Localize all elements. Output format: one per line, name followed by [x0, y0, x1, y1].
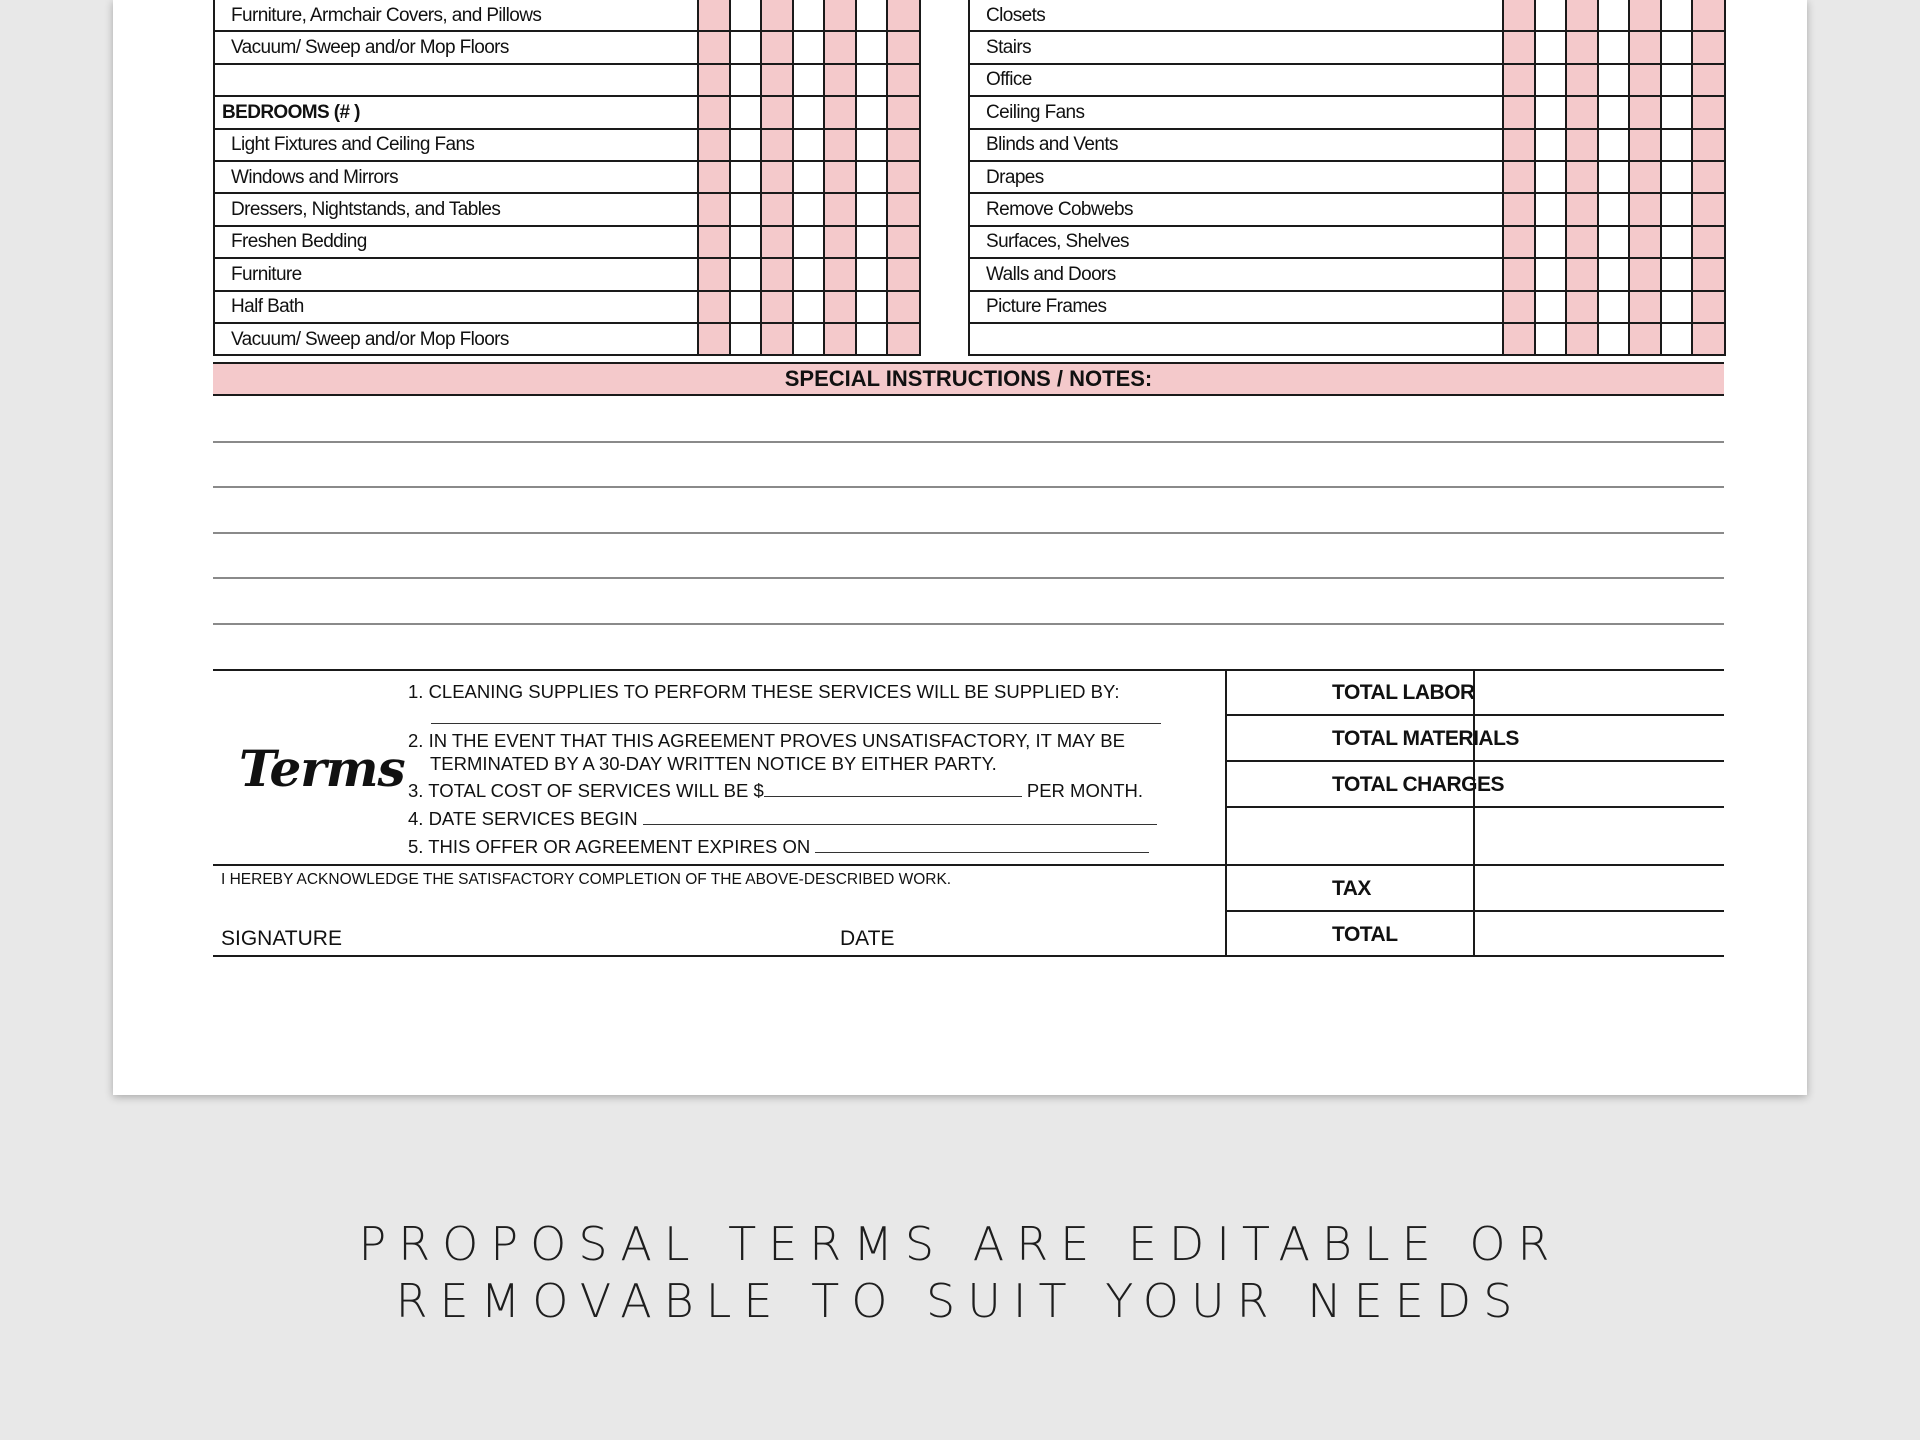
expires-on-field[interactable] — [815, 838, 1149, 853]
checkbox-cell[interactable] — [761, 193, 793, 225]
checkbox-cell[interactable] — [824, 0, 856, 31]
checkbox-cell[interactable] — [1566, 129, 1598, 161]
checkbox-cell[interactable] — [698, 64, 730, 96]
task-row — [214, 161, 920, 193]
task-label: Walls and Doors — [969, 258, 1503, 290]
checkbox-cell[interactable] — [730, 291, 761, 323]
task-row — [214, 291, 920, 323]
notes-line[interactable] — [213, 441, 1724, 443]
checkbox-cell[interactable] — [793, 64, 824, 96]
notes-line[interactable] — [213, 532, 1724, 534]
checkbox-cell[interactable] — [1661, 226, 1692, 258]
checkbox-cell[interactable] — [1661, 96, 1692, 128]
task-row — [214, 193, 920, 225]
task-label: Light Fixtures and Ceiling Fans — [214, 129, 698, 161]
caption-line-2: REMOVABLE TO SUIT YOUR NEEDS — [395, 1274, 1525, 1328]
checkbox-cell[interactable] — [1566, 323, 1598, 355]
checkbox-cell[interactable] — [1566, 193, 1598, 225]
checkbox-cell[interactable] — [1661, 31, 1692, 63]
notes-line[interactable] — [213, 623, 1724, 625]
checkbox-cell[interactable] — [1535, 258, 1566, 290]
task-label: Blinds and Vents — [969, 129, 1503, 161]
notes-line[interactable] — [213, 486, 1724, 488]
section-title: BEDROOMS (# ) — [214, 96, 698, 128]
checkbox-cell[interactable] — [887, 64, 920, 96]
checkbox-cell[interactable] — [698, 161, 730, 193]
checkbox-cell[interactable] — [793, 96, 824, 128]
checkbox-cell[interactable] — [1503, 96, 1535, 128]
checkbox-cell[interactable] — [824, 64, 856, 96]
checkbox-cell[interactable] — [887, 258, 920, 290]
checkbox-cell[interactable] — [1692, 96, 1725, 128]
total-labor-label: TOTAL LABOR — [1332, 681, 1475, 704]
checkbox-cell[interactable] — [887, 161, 920, 193]
checkbox-cell[interactable] — [1661, 258, 1692, 290]
checkbox-cell[interactable] — [887, 323, 920, 355]
notes-line[interactable] — [213, 577, 1724, 579]
term-5 — [408, 836, 1149, 858]
checkbox-cell[interactable] — [887, 0, 920, 31]
checkbox-cell[interactable] — [1566, 161, 1598, 193]
date-label: DATE — [840, 927, 895, 950]
checkbox-cell[interactable] — [856, 31, 887, 63]
checkbox-cell[interactable] — [1629, 96, 1661, 128]
checkbox-cell[interactable] — [698, 226, 730, 258]
checkbox-cell[interactable] — [1692, 0, 1725, 31]
checkbox-cell[interactable] — [1535, 323, 1566, 355]
checkbox-cell[interactable] — [887, 31, 920, 63]
checkbox-cell[interactable] — [730, 0, 761, 31]
checkbox-cell[interactable] — [1661, 193, 1692, 225]
tax-label: TAX — [1332, 877, 1371, 900]
task-row — [214, 323, 920, 355]
checkbox-cell[interactable] — [1566, 64, 1598, 96]
term-3 — [408, 780, 1143, 802]
task-label: Picture Frames — [969, 291, 1503, 323]
checkbox-cell[interactable] — [824, 96, 856, 128]
task-label: Furniture, Armchair Covers, and Pillows — [214, 0, 698, 31]
checkbox-cell[interactable] — [793, 31, 824, 63]
task-label: Surfaces, Shelves — [969, 226, 1503, 258]
checkbox-cell[interactable] — [1535, 96, 1566, 128]
checkbox-cell[interactable] — [1503, 258, 1535, 290]
checkbox-cell[interactable] — [1503, 291, 1535, 323]
checkbox-cell[interactable] — [698, 31, 730, 63]
checkbox-cell[interactable] — [793, 323, 824, 355]
checkbox-cell[interactable] — [1503, 226, 1535, 258]
checkbox-cell[interactable] — [1503, 193, 1535, 225]
checkbox-cell[interactable] — [1629, 0, 1661, 31]
divider — [213, 669, 1724, 671]
checkbox-cell[interactable] — [1503, 161, 1535, 193]
task-row — [969, 193, 1725, 225]
right-task-table — [968, 0, 1726, 356]
checkbox-cell[interactable] — [1629, 258, 1661, 290]
signature-label: SIGNATURE — [221, 927, 342, 950]
terms-section — [213, 669, 1724, 957]
checkbox-cell[interactable] — [856, 226, 887, 258]
term-2-line1: 2. IN THE EVENT THAT THIS AGREEMENT PROVES UNSATISFACTORY, IT MAY BE — [408, 730, 1125, 751]
checkbox-cell[interactable] — [730, 129, 761, 161]
divider — [1226, 760, 1724, 762]
task-label: Office — [969, 64, 1503, 96]
supplied-by-field[interactable] — [431, 709, 1161, 724]
task-label: Furniture — [214, 258, 698, 290]
checkbox-cell[interactable] — [1629, 226, 1661, 258]
checkbox-cell[interactable] — [1566, 258, 1598, 290]
checkbox-cell[interactable] — [761, 323, 793, 355]
checkbox-cell[interactable] — [856, 64, 887, 96]
checkbox-cell[interactable] — [887, 291, 920, 323]
caption-line-1: PROPOSAL TERMS ARE EDITABLE OR — [358, 1217, 1562, 1271]
checkbox-cell[interactable] — [698, 258, 730, 290]
checkbox-cell[interactable] — [1598, 323, 1629, 355]
checkbox-cell[interactable] — [1503, 323, 1535, 355]
checkbox-cell[interactable] — [1535, 31, 1566, 63]
task-label: Vacuum/ Sweep and/or Mop Floors — [214, 323, 698, 355]
checkbox-cell[interactable] — [1629, 64, 1661, 96]
task-row — [969, 31, 1725, 63]
checkbox-cell[interactable] — [887, 96, 920, 128]
task-row — [969, 258, 1725, 290]
checkbox-cell[interactable] — [1598, 291, 1629, 323]
checkbox-cell[interactable] — [1598, 226, 1629, 258]
checkbox-cell[interactable] — [856, 129, 887, 161]
checkbox-cell[interactable] — [730, 193, 761, 225]
task-label: Dressers, Nightstands, and Tables — [214, 193, 698, 225]
task-row — [969, 161, 1725, 193]
checkbox-cell[interactable] — [730, 161, 761, 193]
checkbox-cell[interactable] — [1598, 0, 1629, 31]
acknowledgement-text: I HEREBY ACKNOWLEDGE THE SATISFACTORY COMPLETION OF THE ABOVE-DESCRIBED WORK. — [221, 871, 952, 888]
divider — [1226, 714, 1724, 716]
task-label: Closets — [969, 0, 1503, 31]
task-label: Windows and Mirrors — [214, 161, 698, 193]
checkbox-cell[interactable] — [1535, 64, 1566, 96]
checkbox-cell[interactable] — [856, 0, 887, 31]
checkbox-cell[interactable] — [1598, 64, 1629, 96]
special-instructions-header: SPECIAL INSTRUCTIONS / NOTES: — [213, 362, 1724, 396]
term-1: 1. CLEANING SUPPLIES TO PERFORM THESE SERVICES WILL BE SUPPLIED BY: — [408, 681, 1120, 702]
section-row — [214, 96, 920, 128]
checkbox-cell[interactable] — [1535, 0, 1566, 31]
checkbox-cell[interactable] — [761, 258, 793, 290]
checkbox-cell[interactable] — [856, 323, 887, 355]
checkbox-cell[interactable] — [761, 96, 793, 128]
divider — [1473, 669, 1475, 957]
checkbox-cell[interactable] — [698, 129, 730, 161]
checkbox-cell[interactable] — [1598, 96, 1629, 128]
checkbox-cell[interactable] — [1503, 64, 1535, 96]
task-row — [969, 0, 1725, 31]
checkbox-cell[interactable] — [856, 291, 887, 323]
checkbox-cell[interactable] — [761, 0, 793, 31]
checkbox-cell[interactable] — [1535, 129, 1566, 161]
checkbox-cell[interactable] — [1629, 291, 1661, 323]
term-5-label: 5. THIS OFFER OR AGREEMENT EXPIRES ON — [408, 836, 811, 857]
checkbox-cell[interactable] — [1661, 323, 1692, 355]
task-label: Stairs — [969, 31, 1503, 63]
checkbox-cell[interactable] — [856, 96, 887, 128]
checkbox-cell[interactable] — [793, 226, 824, 258]
checkbox-cell[interactable] — [1598, 161, 1629, 193]
checkbox-cell[interactable] — [793, 161, 824, 193]
checkbox-cell[interactable] — [1503, 0, 1535, 31]
task-row — [969, 323, 1725, 355]
checkbox-cell[interactable] — [1629, 31, 1661, 63]
checkbox-cell[interactable] — [698, 96, 730, 128]
checkbox-cell[interactable] — [1566, 0, 1598, 31]
checkbox-cell[interactable] — [761, 161, 793, 193]
checkbox-cell[interactable] — [824, 323, 856, 355]
checkbox-cell[interactable] — [1692, 258, 1725, 290]
checkbox-cell[interactable] — [698, 323, 730, 355]
checkbox-cell[interactable] — [730, 258, 761, 290]
checkbox-cell[interactable] — [824, 226, 856, 258]
total-charges-label: TOTAL CHARGES — [1332, 773, 1505, 796]
task-label: Vacuum/ Sweep and/or Mop Floors — [214, 31, 698, 63]
checkbox-cell[interactable] — [824, 258, 856, 290]
checkbox-cell[interactable] — [1692, 161, 1725, 193]
checkbox-cell[interactable] — [698, 291, 730, 323]
checkbox-cell[interactable] — [1629, 193, 1661, 225]
checkbox-cell[interactable] — [1629, 161, 1661, 193]
checkbox-cell[interactable] — [887, 226, 920, 258]
checkbox-cell[interactable] — [1692, 291, 1725, 323]
checkbox-cell[interactable] — [1661, 64, 1692, 96]
checkbox-cell[interactable] — [887, 129, 920, 161]
checkbox-cell[interactable] — [1692, 323, 1725, 355]
checkbox-cell[interactable] — [824, 291, 856, 323]
task-row — [969, 129, 1725, 161]
checkbox-cell[interactable] — [1535, 226, 1566, 258]
total-cost-field[interactable] — [764, 782, 1022, 797]
checkbox-cell[interactable] — [856, 161, 887, 193]
divider — [213, 864, 1724, 866]
checkbox-cell[interactable] — [1692, 64, 1725, 96]
checkbox-cell[interactable] — [824, 161, 856, 193]
task-row — [969, 96, 1725, 128]
checkbox-cell[interactable] — [793, 291, 824, 323]
checkbox-cell[interactable] — [1535, 161, 1566, 193]
checkbox-cell[interactable] — [856, 193, 887, 225]
checkbox-cell[interactable] — [1566, 31, 1598, 63]
checkbox-cell[interactable] — [730, 64, 761, 96]
task-row — [214, 0, 920, 31]
task-label: Remove Cobwebs — [969, 193, 1503, 225]
checkbox-cell[interactable] — [1566, 291, 1598, 323]
task-label: Ceiling Fans — [969, 96, 1503, 128]
checkbox-cell[interactable] — [730, 31, 761, 63]
checkbox-cell[interactable] — [1661, 161, 1692, 193]
task-row — [214, 129, 920, 161]
checkbox-cell[interactable] — [1535, 193, 1566, 225]
checkbox-cell[interactable] — [824, 129, 856, 161]
task-label: Freshen Bedding — [214, 226, 698, 258]
checkbox-cell[interactable] — [1598, 258, 1629, 290]
checkbox-cell[interactable] — [761, 291, 793, 323]
task-row — [214, 226, 920, 258]
form-sheet — [113, 0, 1807, 1095]
checkbox-cell[interactable] — [761, 226, 793, 258]
checkbox-cell[interactable] — [761, 31, 793, 63]
checkbox-cell[interactable] — [1661, 291, 1692, 323]
checkbox-cell[interactable] — [824, 193, 856, 225]
checkbox-cell[interactable] — [1598, 129, 1629, 161]
checkbox-cell[interactable] — [761, 64, 793, 96]
checkbox-cell[interactable] — [1535, 291, 1566, 323]
checkbox-cell[interactable] — [793, 129, 824, 161]
divider — [1226, 806, 1724, 808]
checkbox-cell[interactable] — [1661, 0, 1692, 31]
checkbox-cell[interactable] — [1692, 193, 1725, 225]
divider — [213, 955, 1724, 957]
divider — [1226, 910, 1724, 912]
terms-heading: Terms — [239, 739, 405, 798]
task-label — [969, 323, 1503, 355]
task-row — [969, 291, 1725, 323]
total-materials-label: TOTAL MATERIALS — [1332, 727, 1519, 750]
divider — [1225, 669, 1227, 957]
checkbox-cell[interactable] — [1629, 129, 1661, 161]
checkbox-cell[interactable] — [1692, 226, 1725, 258]
checkbox-cell[interactable] — [1692, 31, 1725, 63]
task-row — [214, 31, 920, 63]
task-row — [214, 64, 920, 96]
checkbox-cell[interactable] — [1566, 96, 1598, 128]
left-task-table — [213, 0, 921, 356]
checkbox-cell[interactable] — [793, 193, 824, 225]
task-row — [214, 258, 920, 290]
checkbox-cell[interactable] — [1503, 31, 1535, 63]
checkbox-cell[interactable] — [824, 31, 856, 63]
task-label — [214, 64, 698, 96]
term-3-suffix: PER MONTH. — [1026, 780, 1144, 801]
checkbox-cell[interactable] — [1692, 129, 1725, 161]
checkbox-cell[interactable] — [698, 0, 730, 31]
term-2-line2: TERMINATED BY A 30-DAY WRITTEN NOTICE BY EITHER PARTY. — [430, 753, 997, 774]
checkbox-cell[interactable] — [1598, 31, 1629, 63]
term-4 — [408, 808, 1157, 830]
total-label: TOTAL — [1332, 923, 1398, 946]
checkbox-cell[interactable] — [1629, 323, 1661, 355]
checkbox-cell[interactable] — [730, 226, 761, 258]
checkbox-cell[interactable] — [1503, 129, 1535, 161]
checkbox-cell[interactable] — [1598, 193, 1629, 225]
task-label: Drapes — [969, 161, 1503, 193]
date-begin-field[interactable] — [643, 810, 1157, 825]
task-row — [969, 64, 1725, 96]
checkbox-cell[interactable] — [1566, 226, 1598, 258]
checkbox-cell[interactable] — [793, 258, 824, 290]
task-label: Half Bath — [214, 291, 698, 323]
checkbox-cell[interactable] — [730, 323, 761, 355]
checkbox-cell[interactable] — [1661, 129, 1692, 161]
task-row — [969, 226, 1725, 258]
term-3-prefix: 3. TOTAL COST OF SERVICES WILL BE $ — [408, 780, 764, 801]
checkbox-cell[interactable] — [698, 193, 730, 225]
checkbox-cell[interactable] — [887, 193, 920, 225]
checkbox-cell[interactable] — [793, 0, 824, 31]
checkbox-cell[interactable] — [761, 129, 793, 161]
checkbox-cell[interactable] — [730, 96, 761, 128]
term-4-label: 4. DATE SERVICES BEGIN — [408, 808, 638, 829]
checkbox-cell[interactable] — [856, 258, 887, 290]
